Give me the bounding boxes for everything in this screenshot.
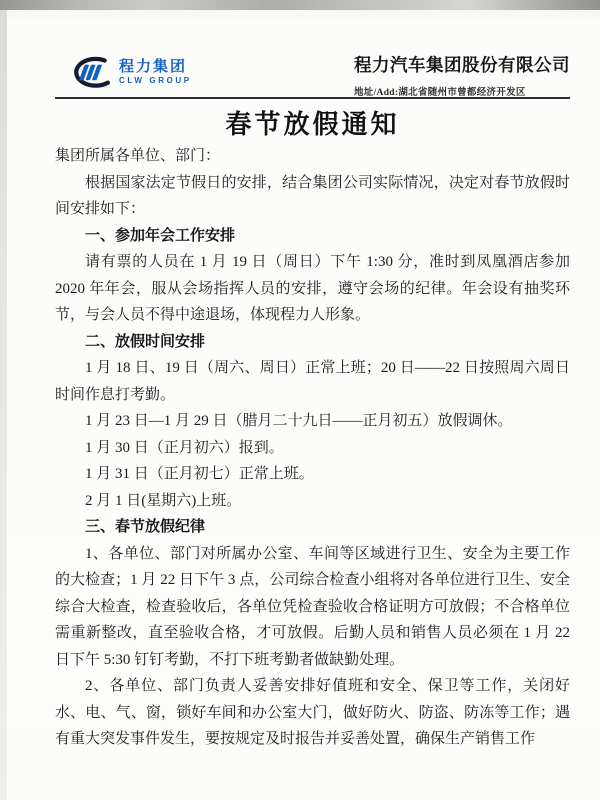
section-3-heading: 三、春节放假纪律 (85, 518, 206, 535)
company-logo (55, 54, 192, 90)
company-name: 程力汽车集团股份有限公司 (354, 55, 570, 75)
scan-artifact-top-edge (0, 0, 600, 10)
schedule-item: 1 月 18 日、19 日（周六、周日）正常上班；20 日——22 日按照周六周日时间作息打考勤。 (55, 360, 570, 403)
letterhead-divider (55, 97, 570, 99)
section-2-heading: 二、放假时间安排 (85, 332, 206, 350)
brand-name-en: CLW GROUP (119, 76, 192, 85)
clw-group-logo-icon (65, 54, 113, 90)
schedule-item: 1 月 31 日（正月初七）正常上班。 (85, 466, 314, 482)
salutation: 集团所属各单位、部门： (55, 148, 221, 164)
schedule-item: 1 月 30 日（正月初六）报到。 (85, 439, 284, 456)
intro-paragraph: 根据国家法定节假日的安排，结合集团公司实际情况，决定对春节放假时间安排如下： (55, 174, 570, 217)
document-title: 春节放假通知 (225, 110, 400, 139)
document-body (55, 143, 570, 753)
discipline-item-2: 2、各单位、部门负责人妥善安排好值班和安全、保卫等工作，关闭好水、电、气、窗，锁好车间和办公室大门，做好防火、防盗、防冻等工作；遇有重大突发事件发生，要按规定及时报告并妥善处置，确保生产销售工作 (55, 678, 570, 747)
brand-name-cn: 程力集团 (119, 58, 188, 75)
company-info (354, 52, 570, 98)
schedule-item: 1 月 23 日—1 月 29 日（腊月二十九日——正月初五）放假调休。 (85, 413, 513, 429)
scan-artifact-left-edge (0, 10, 7, 800)
discipline-item-1: 1、各单位、部门对所属办公室、车间等区域进行卫生、安全为主要工作的大检查；1 月 22 日下午 3 点，公司综合检查小组将对各单位进行卫生、安全综合大检查，检查验收后，各单位凭检查验收合格证明方可放假；不合格单位需重新整改，直至验收合格，才可放假。后勤人员和销售人员必须在 1 月 22 日下午 5:30 钉钉考勤，不打下班考勤者做缺勤处理。 (55, 545, 570, 668)
schedule-item: 2 月 1 日(星期六)上班。 (85, 492, 242, 509)
section-1-heading: 一、参加年会工作安排 (85, 226, 236, 244)
section-1-paragraph: 请有票的人员在 1 月 19 日（周日）下午 1:30 分，准时到凤凰酒店参加 2020 年年会，服从会场指挥人员的安排，遵守会场的纪律。年会设有抽奖环节，与会人员不得中途退场，体现程力人形象。 (55, 254, 570, 323)
letterhead (55, 52, 570, 98)
brand-text (119, 59, 192, 85)
company-address: 地址/Add:湖北省随州市曾都经济开发区 (354, 88, 526, 98)
